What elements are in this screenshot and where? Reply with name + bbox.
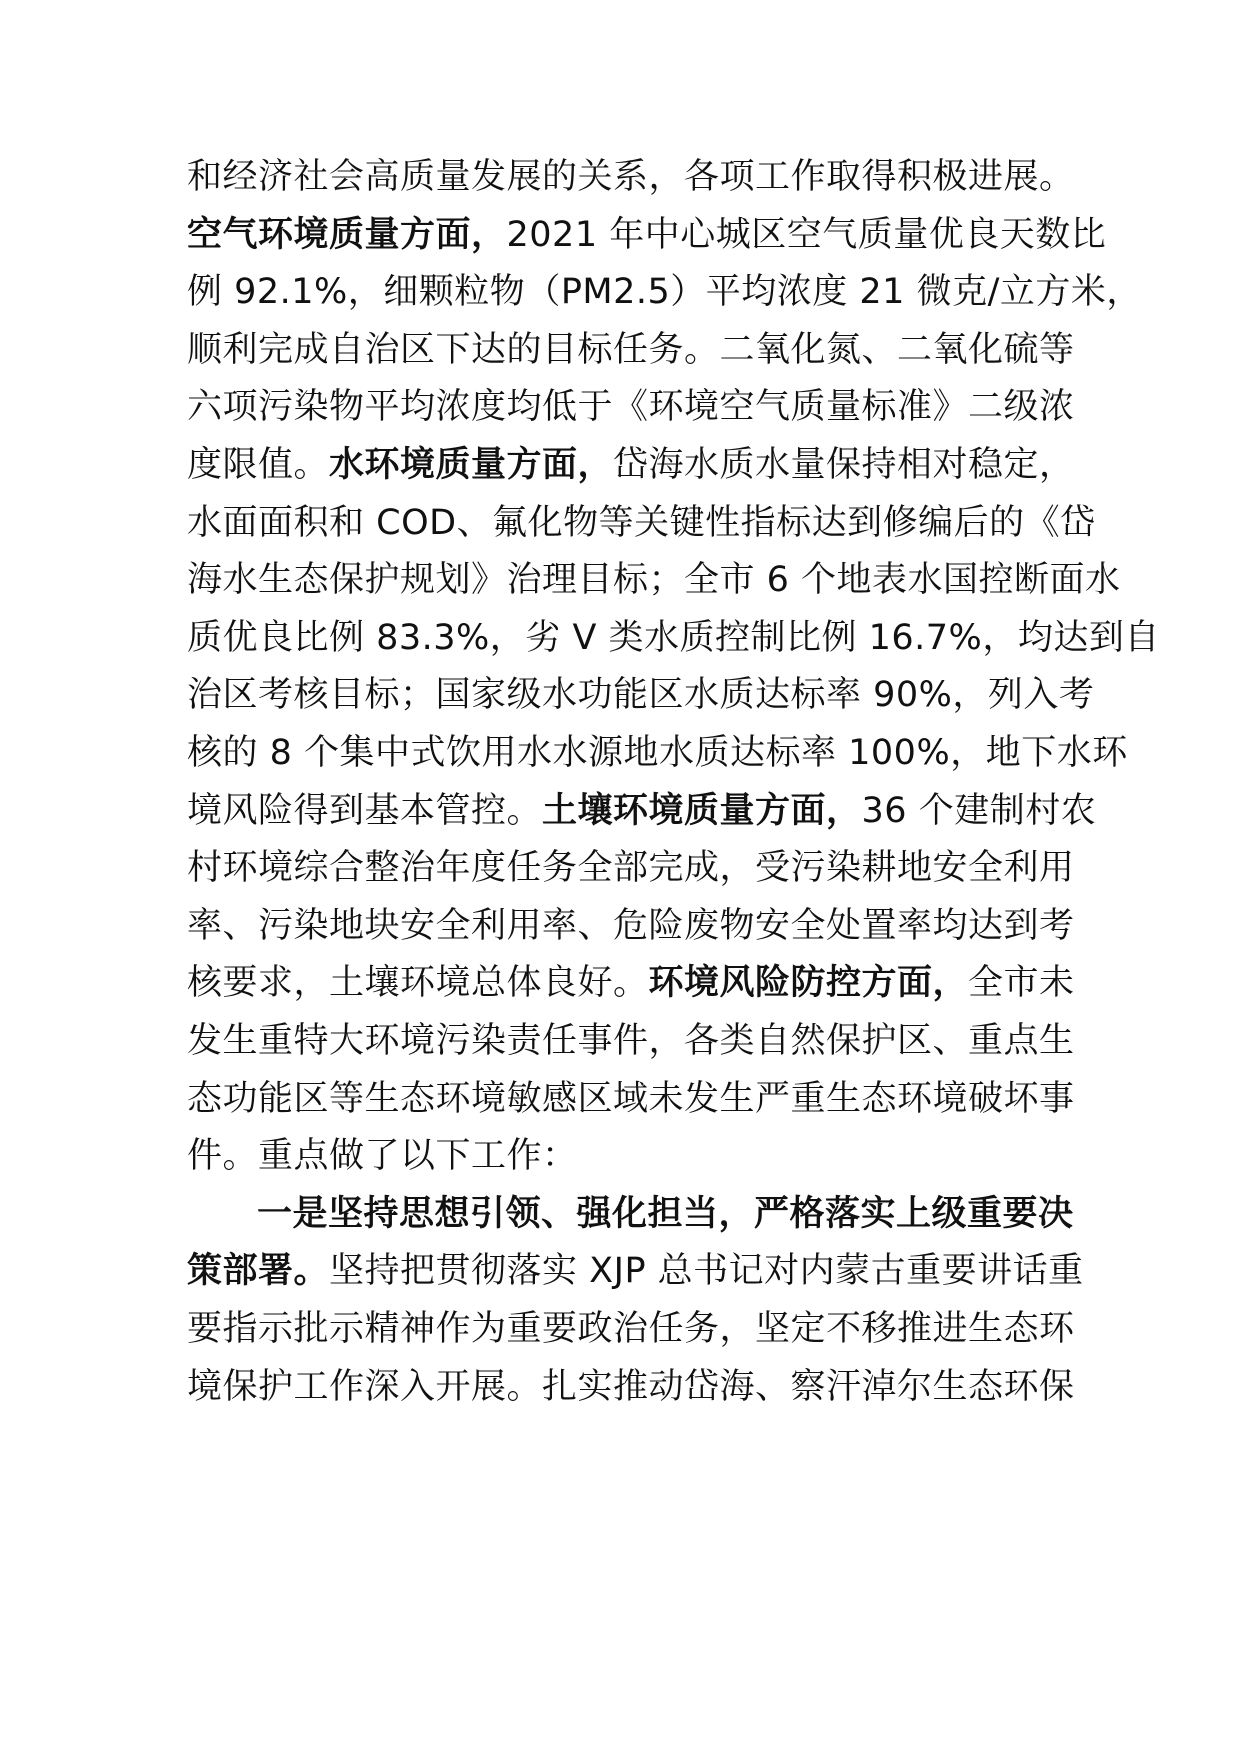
text-line bbox=[187, 835, 1075, 901]
bold-heading-text: 环境风险防控方面， bbox=[648, 963, 969, 1004]
text-line bbox=[187, 778, 1097, 844]
body-text: 36 个建制村农 bbox=[861, 790, 1097, 831]
body-text: 态功能区等生态环境敏感区域未发生严重生态环境破坏事 bbox=[187, 1078, 1075, 1119]
bold-heading-text: 土壤环境质量方面， bbox=[542, 790, 862, 831]
body-text: 核的 8 个集中式饮用水水源地水质达标率 100%，地下水环 bbox=[187, 733, 1128, 773]
body-text: 境保护工作深入开展。扎实推动岱海、察汗淖尔生态环保 bbox=[187, 1366, 1075, 1407]
body-text: 和经济社会高质量发展的关系，各项工作取得积极进展。 bbox=[187, 157, 1075, 197]
bold-heading-text: 策部署。 bbox=[187, 1251, 330, 1292]
text-line bbox=[187, 1008, 1075, 1074]
body-text: 水面面积和 COD、氟化物等关键性指标达到修编后的《岱 bbox=[187, 502, 1096, 543]
text-line bbox=[187, 605, 1160, 671]
text-line bbox=[187, 1123, 1057, 1189]
body-text: 全市未 bbox=[968, 963, 1075, 1004]
body-text: 六项污染物平均浓度均低于《环境空气质量标准》二级浓 bbox=[187, 387, 1075, 428]
body-text: 坚持把贯彻落实 XJP 总书记对内蒙古重要讲话重 bbox=[329, 1251, 1084, 1292]
text-line bbox=[187, 1238, 1084, 1304]
body-text: 核要求，土壤环境总体良好。 bbox=[187, 963, 649, 1004]
body-text: 件。重点做了以下工作： bbox=[187, 1136, 578, 1177]
text-line bbox=[187, 720, 1128, 786]
text-line bbox=[187, 1296, 1075, 1362]
text-line bbox=[187, 1354, 1075, 1420]
text-line bbox=[187, 432, 1075, 498]
text-line bbox=[187, 259, 1142, 325]
body-text: 岱海水质水量保持相对稳定， bbox=[613, 445, 1075, 485]
body-text: 境风险得到基本管控。 bbox=[187, 790, 543, 831]
body-text: 顺利完成自治区下达的目标任务。二氧化氮、二氧化硫等 bbox=[187, 329, 1075, 370]
bold-heading-text: 一是坚持思想引领、强化担当，严格落实上级重要决 bbox=[257, 1193, 1074, 1234]
bold-heading-text: 水环境质量方面， bbox=[329, 445, 614, 485]
text-line bbox=[187, 202, 1107, 268]
body-text: 例 92.1%，细颗粒物（PM2.5）平均浓度 21 微克/立方米， bbox=[187, 272, 1142, 313]
text-line bbox=[187, 662, 1095, 728]
text-line bbox=[187, 144, 1075, 210]
text-line bbox=[257, 1181, 1074, 1247]
body-text: 治区考核目标；国家级水功能区水质达标率 90%，列入考 bbox=[187, 675, 1095, 716]
text-line bbox=[187, 374, 1075, 440]
text-line bbox=[187, 1066, 1075, 1132]
body-text: 度限值。 bbox=[187, 445, 330, 485]
body-text: 质优良比例 83.3%，劣 V 类水质控制比例 16.7%，均达到自 bbox=[187, 617, 1160, 658]
body-text: 发生重特大环境污染责任事件，各类自然保护区、重点生 bbox=[187, 1021, 1075, 1061]
body-text: 要指示批示精神作为重要政治任务，坚定不移推进生态环 bbox=[187, 1309, 1075, 1349]
bold-heading-text: 空气环境质量方面， bbox=[187, 214, 507, 255]
text-line bbox=[187, 950, 1075, 1016]
body-text: 海水生态保护规划》治理目标；全市 6 个地表水国控断面水 bbox=[187, 560, 1121, 601]
text-line bbox=[187, 893, 1075, 959]
body-text: 率、污染地块安全利用率、危险废物安全处置率均达到考 bbox=[187, 905, 1075, 946]
body-text: 村环境综合整治年度任务全部完成，受污染耕地安全利用 bbox=[187, 848, 1075, 889]
body-text: 2021 年中心城区空气质量优良天数比 bbox=[506, 214, 1107, 255]
text-line bbox=[187, 490, 1096, 556]
text-line bbox=[187, 317, 1075, 383]
text-line bbox=[187, 547, 1121, 613]
